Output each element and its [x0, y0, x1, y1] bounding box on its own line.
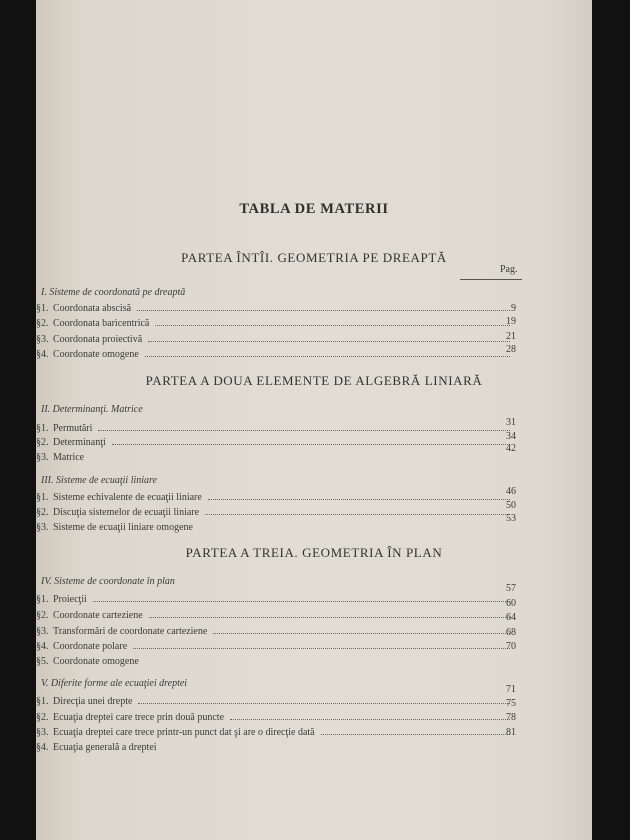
part-heading-3: PARTEA A TREIA. GEOMETRIA ÎN PLAN	[185, 545, 443, 560]
section-title: Direcţia unei drepte	[53, 696, 133, 707]
section-title: Coordonata abscisă	[53, 303, 132, 314]
chapter-title: V. Diferite forme ale ecuaţiei dreptei	[41, 678, 188, 689]
section-title: Matrice	[53, 452, 85, 463]
page-number: 50	[506, 500, 516, 511]
page-title: TABLA DE MATERII	[239, 201, 389, 217]
chapter-title: I. Sisteme de coordonată pe dreaptă	[41, 287, 186, 298]
toc-entry	[36, 742, 516, 756]
page-column-rule	[460, 279, 522, 280]
section-number: §2.	[36, 610, 49, 621]
section-number: §4.	[36, 641, 49, 652]
section-number: §1.	[36, 492, 49, 503]
section-title: Coordonate carteziene	[53, 610, 143, 621]
section-number: §2.	[36, 507, 49, 518]
section-title: Ecuaţia dreptei care trece prin două puncte	[53, 712, 225, 723]
section-title: Ecuaţia dreptei care trece printr-un punct dat şi are o direcţie dată	[53, 727, 315, 738]
section-title: Ecuaţia generală a dreptei	[53, 742, 157, 753]
page-number: 64	[506, 612, 516, 623]
section-title: Sisteme de ecuaţii liniare omogene	[53, 522, 193, 533]
chapter-title: II. Determinanţi. Matrice	[41, 404, 143, 415]
section-title: Sisteme echivalente de ecuaţii liniare	[53, 492, 202, 503]
page-number: 68	[506, 627, 516, 638]
page-number: 81	[506, 727, 516, 738]
page-number: 19	[506, 316, 516, 327]
book-page	[36, 0, 592, 840]
page-number: 53	[506, 513, 516, 524]
part-heading-1: PARTEA ÎNTÎI. GEOMETRIA PE DREAPTĂ	[181, 250, 447, 265]
section-number: §1.	[36, 303, 49, 314]
section-number: §3.	[36, 452, 49, 463]
section-title: Coordonata proiectivă	[53, 334, 143, 345]
section-number: §4.	[36, 349, 49, 360]
page-number: 75	[506, 698, 516, 709]
page-column-header: Pag.	[500, 264, 518, 275]
section-number: §2.	[36, 318, 49, 329]
section-number: §3.	[36, 334, 49, 345]
section-title: Discuţia sistemelor de ecuaţii liniare	[53, 507, 200, 518]
section-number: §1.	[36, 594, 49, 605]
toc-entry	[36, 452, 516, 466]
section-title: Permutări	[53, 423, 93, 434]
toc-entry	[36, 522, 516, 536]
page-number: 42	[506, 443, 516, 454]
section-title: Coordonate omogene	[53, 656, 139, 667]
page-number: 21	[506, 331, 516, 342]
chapter-title: IV. Sisteme de coordonate în plan	[41, 576, 175, 587]
page-number: 71	[506, 684, 516, 695]
section-title: Coordonata baricentrică	[53, 318, 150, 329]
section-number: §3.	[36, 522, 49, 533]
page-number: 46	[506, 486, 516, 497]
section-number: §1.	[36, 423, 49, 434]
dot-leader	[145, 356, 510, 357]
section-number: §2.	[36, 437, 49, 448]
page-number: 31	[506, 417, 516, 428]
section-title: Transformări de coordonate carteziene	[53, 626, 208, 637]
page-number: 9	[511, 303, 516, 314]
section-number: §1.	[36, 696, 49, 707]
section-title: Coordonate omogene	[53, 349, 139, 360]
page-number: 60	[506, 598, 516, 609]
page-number: 57	[506, 583, 516, 594]
page-number: 28	[506, 344, 516, 355]
section-number: §4.	[36, 742, 49, 753]
section-number: §5.	[36, 656, 49, 667]
page-number: 78	[506, 712, 516, 723]
section-title: Determinanţi	[53, 437, 106, 448]
part-heading-2: PARTEA A DOUA ELEMENTE DE ALGEBRĂ LINIARĂ	[145, 373, 483, 388]
section-number: §2.	[36, 712, 49, 723]
page-number: 70	[506, 641, 516, 652]
section-number: §3.	[36, 626, 49, 637]
section-number: §3.	[36, 727, 49, 738]
chapter-title: III. Sisteme de ecuaţii liniare	[41, 475, 157, 486]
toc-entry	[36, 656, 516, 670]
section-title: Coordonate polare	[53, 641, 128, 652]
section-title: Proiecţii	[53, 594, 87, 605]
page-number: 34	[506, 431, 516, 442]
